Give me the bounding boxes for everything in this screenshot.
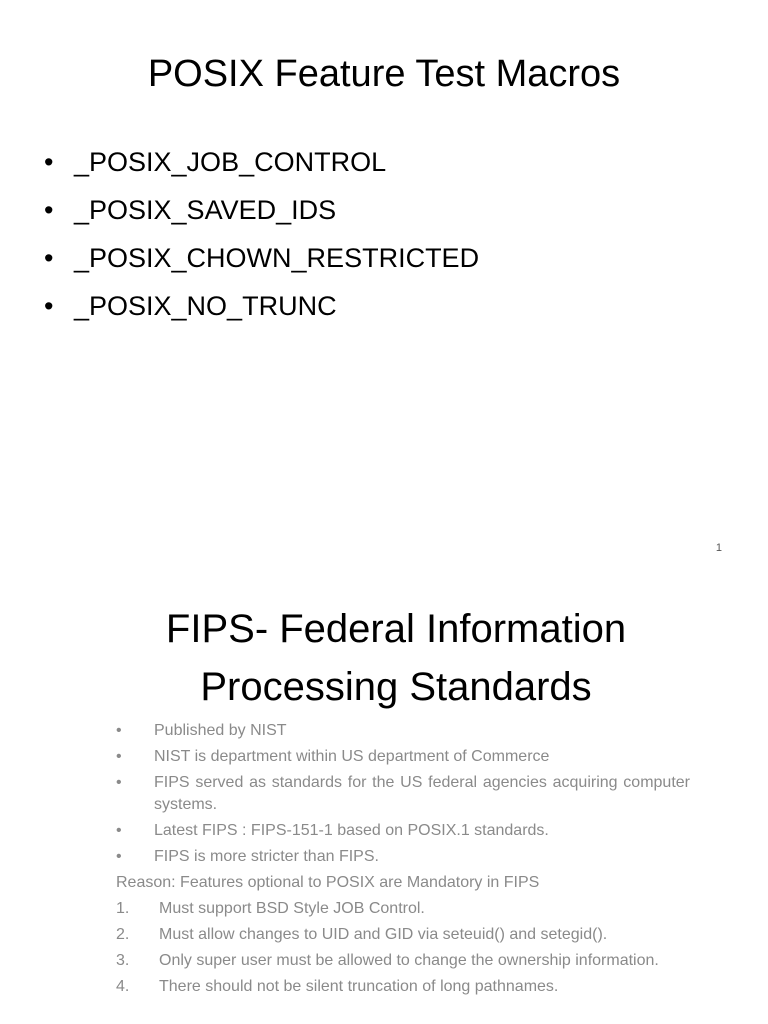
list-item: • FIPS served as standards for the US federal agencies acquiring computer systems.	[116, 772, 690, 816]
list-number: 2.	[116, 926, 130, 943]
slide-2	[0, 576, 768, 1024]
bullet-icon: •	[44, 147, 54, 177]
list-item: • _POSIX_CHOWN_RESTRICTED	[44, 234, 479, 282]
list-item: 2. Must allow changes to UID and GID via seteuid() and setegid().	[116, 924, 690, 946]
slide-2-numbered-list	[116, 898, 690, 998]
list-item: 1. Must support BSD Style JOB Control.	[116, 898, 690, 920]
bullet-icon: •	[116, 748, 122, 765]
slide-1-bullet-list	[44, 138, 479, 330]
page-number: 1	[715, 542, 722, 554]
list-item: 3. Only super user must be allowed to change the ownership information.	[116, 950, 690, 972]
list-number: 3.	[116, 952, 130, 969]
slide-2-title	[0, 600, 768, 716]
bullet-icon: •	[116, 722, 122, 739]
slide-2-title-line-1: FIPS- Federal Information	[165, 607, 627, 651]
list-item: • Latest FIPS : FIPS-151-1 based on POSIX.1 standards.	[116, 820, 690, 842]
bullet-icon: •	[116, 822, 122, 839]
slide-2-bullet-list	[116, 720, 690, 868]
list-number: 4.	[116, 978, 130, 995]
bullet-icon: •	[44, 291, 54, 321]
bullet-icon: •	[116, 774, 122, 791]
slide-2-body	[116, 720, 690, 1002]
list-item: • _POSIX_SAVED_IDS	[44, 186, 479, 234]
list-item: • _POSIX_JOB_CONTROL	[44, 138, 479, 186]
slide-1-title: POSIX Feature Test Macros	[147, 53, 621, 95]
list-item: • NIST is department within US department of Commerce	[116, 746, 690, 768]
bullet-icon: •	[116, 848, 122, 865]
slide-2-title-line-2: Processing Standards	[200, 665, 592, 709]
list-item: 4. There should not be silent truncation of long pathnames.	[116, 976, 690, 998]
list-number: 1.	[116, 900, 130, 917]
reason-text: Reason: Features optional to POSIX are Mandatory in FIPS	[116, 874, 540, 891]
bullet-icon: •	[44, 195, 54, 225]
list-item: • Published by NIST	[116, 720, 690, 742]
list-item: • FIPS is more stricter than FIPS.	[116, 846, 690, 868]
bullet-icon: •	[44, 243, 54, 273]
list-item: • _POSIX_NO_TRUNC	[44, 282, 479, 330]
